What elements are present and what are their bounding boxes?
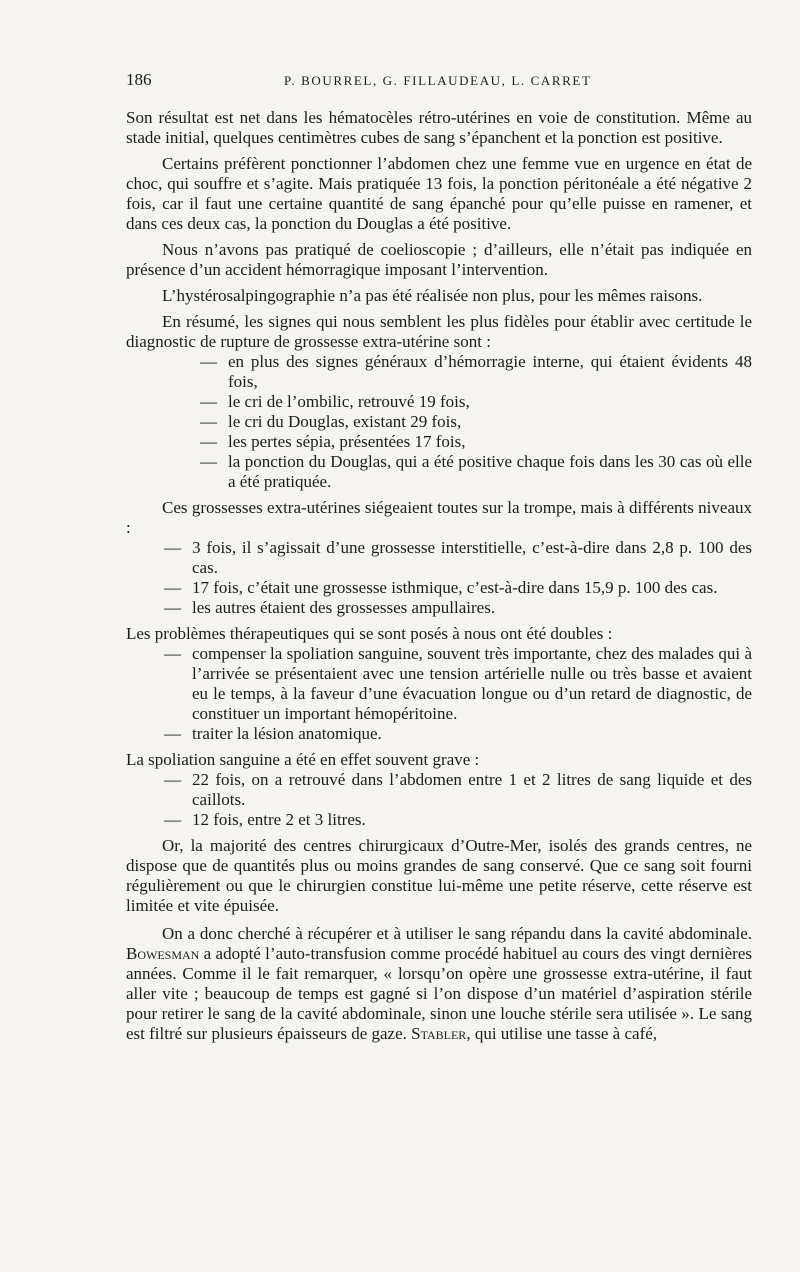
paragraph: L’hystérosalpingographie n’a pas été réalisée non plus, pour les mêmes raisons.: [162, 286, 703, 305]
dash-marker: —: [164, 578, 181, 597]
page-header: [0, 70, 800, 94]
list-item: — 22 fois, on a retrouvé dans l’abdomen entre 1 et 2 litres de sang liquide et des caillots.: [164, 770, 752, 809]
list-item: — traiter la lésion anatomique.: [164, 724, 382, 743]
paragraph: Certains préfèrent ponctionner l’abdomen chez une femme vue en urgence en état de choc, qui souffre et s’agite. Mais pratiquée 13 fois, la ponction péritonéale a été négative 2 fois, car il faut une certaine quantité de sang épanché pour qu’elle puisse en ramener, et dans ces deux cas, la ponction du Douglas a été positive.: [126, 154, 752, 233]
dash-marker: —: [200, 412, 217, 431]
paragraph: Les problèmes thérapeutiques qui se sont posés à nous ont été doubles :: [126, 624, 613, 643]
paragraph: Son résultat est net dans les hématocèles rétro-utérines en voie de constitution. Même au stade initial, quelques centimètres cubes de sang s’épanchent et la ponction est positive.: [126, 108, 752, 147]
levels-list: [126, 538, 752, 618]
running-head-authors: P. BOURREL, G. FILLAUDEAU, L. CARRET: [284, 73, 592, 88]
blood-loss-list: [126, 770, 752, 830]
dash-marker: —: [200, 352, 217, 371]
list-item: — 3 fois, il s’agissait d’une grossesse interstitielle, c’est-à-dire dans 2,8 p. 100 des cas.: [164, 538, 752, 577]
paragraph: Or, la majorité des centres chirurgicaux d’Outre-Mer, isolés des grands centres, ne dispose que de quantités plus ou moins grandes de sang conservé. Que ce sang soit fourni régulièrement ou que le chirurgien constitue lui-même une petite réserve, cette réserve est limitée et vite épuisée.: [126, 836, 752, 915]
list-item: — le cri de l’ombilic, retrouvé 19 fois,: [200, 392, 470, 411]
dash-marker: —: [164, 770, 181, 789]
dash-marker: —: [200, 452, 217, 471]
body-text: [126, 108, 752, 1044]
dash-marker: —: [164, 598, 181, 617]
dash-marker: —: [200, 432, 217, 451]
dash-marker: —: [200, 392, 217, 411]
dash-marker: —: [164, 644, 181, 663]
list-item: — les pertes sépia, présentées 17 fois,: [200, 432, 466, 451]
problems-list: [126, 644, 752, 744]
paragraph: Ces grossesses extra-utérines siégeaient toutes sur la trompe, mais à différents niveaux :: [126, 498, 752, 537]
list-item: — 12 fois, entre 2 et 3 litres.: [164, 810, 366, 829]
list-item: — les autres étaient des grossesses ampullaires.: [164, 598, 496, 617]
paragraph: On a donc cherché à récupérer et à utiliser le sang répandu dans la cavité abdominale. Bowesman a adopté l’auto-transfusion comme procédé habituel au cours des vingt dernières années. Comme il le fait remarquer, « lorsqu’on opère une grossesse extra-utérine, il faut aller vite ; beaucoup de temps est gagné si l’on dispose d’un matériel d’aspiration stérile pour retirer le sang de la cavité abdominale, sinon une louche stérile sera utilisée ». Le sang est filtré sur plusieurs épaisseurs de gaze. Stabler, qui utilise une tasse à café,: [126, 924, 752, 1043]
list-item: — en plus des signes généraux d’hémorragie interne, qui étaient évidents 48 fois,: [200, 352, 752, 391]
author-name: Bowesman: [126, 944, 200, 963]
paragraph: En résumé, les signes qui nous semblent les plus fidèles pour établir avec certitude le diagnostic de rupture de grossesse extra-utérine sont :: [126, 312, 752, 351]
list-item: — le cri du Douglas, existant 29 fois,: [200, 412, 462, 431]
author-name: Stabler: [411, 1024, 467, 1043]
signs-list: [126, 352, 752, 492]
paragraph: Nous n’avons pas pratiqué de coelioscopie ; d’ailleurs, elle n’était pas indiquée en présence d’un accident hémorragique imposant l’intervention.: [126, 240, 752, 279]
list-item: — la ponction du Douglas, qui a été positive chaque fois dans les 30 cas où elle a été pratiquée.: [200, 452, 752, 491]
dash-marker: —: [164, 724, 181, 743]
list-item: — 17 fois, c’était une grossesse isthmique, c’est-à-dire dans 15,9 p. 100 des cas.: [164, 578, 718, 597]
list-item: — compenser la spoliation sanguine, souvent très importante, chez des malades qui à l’arrivée se présentaient avec une tension artérielle nulle ou très basse et avaient eu le temps, à la faveur d’une évacuation longue ou d’un retard de diagnostic, de constituer un important hémopéritoine.: [164, 644, 752, 723]
dash-marker: —: [164, 538, 181, 557]
page-number: 186: [126, 70, 152, 89]
paragraph: La spoliation sanguine a été en effet souvent grave :: [126, 750, 480, 769]
dash-marker: —: [164, 810, 181, 829]
